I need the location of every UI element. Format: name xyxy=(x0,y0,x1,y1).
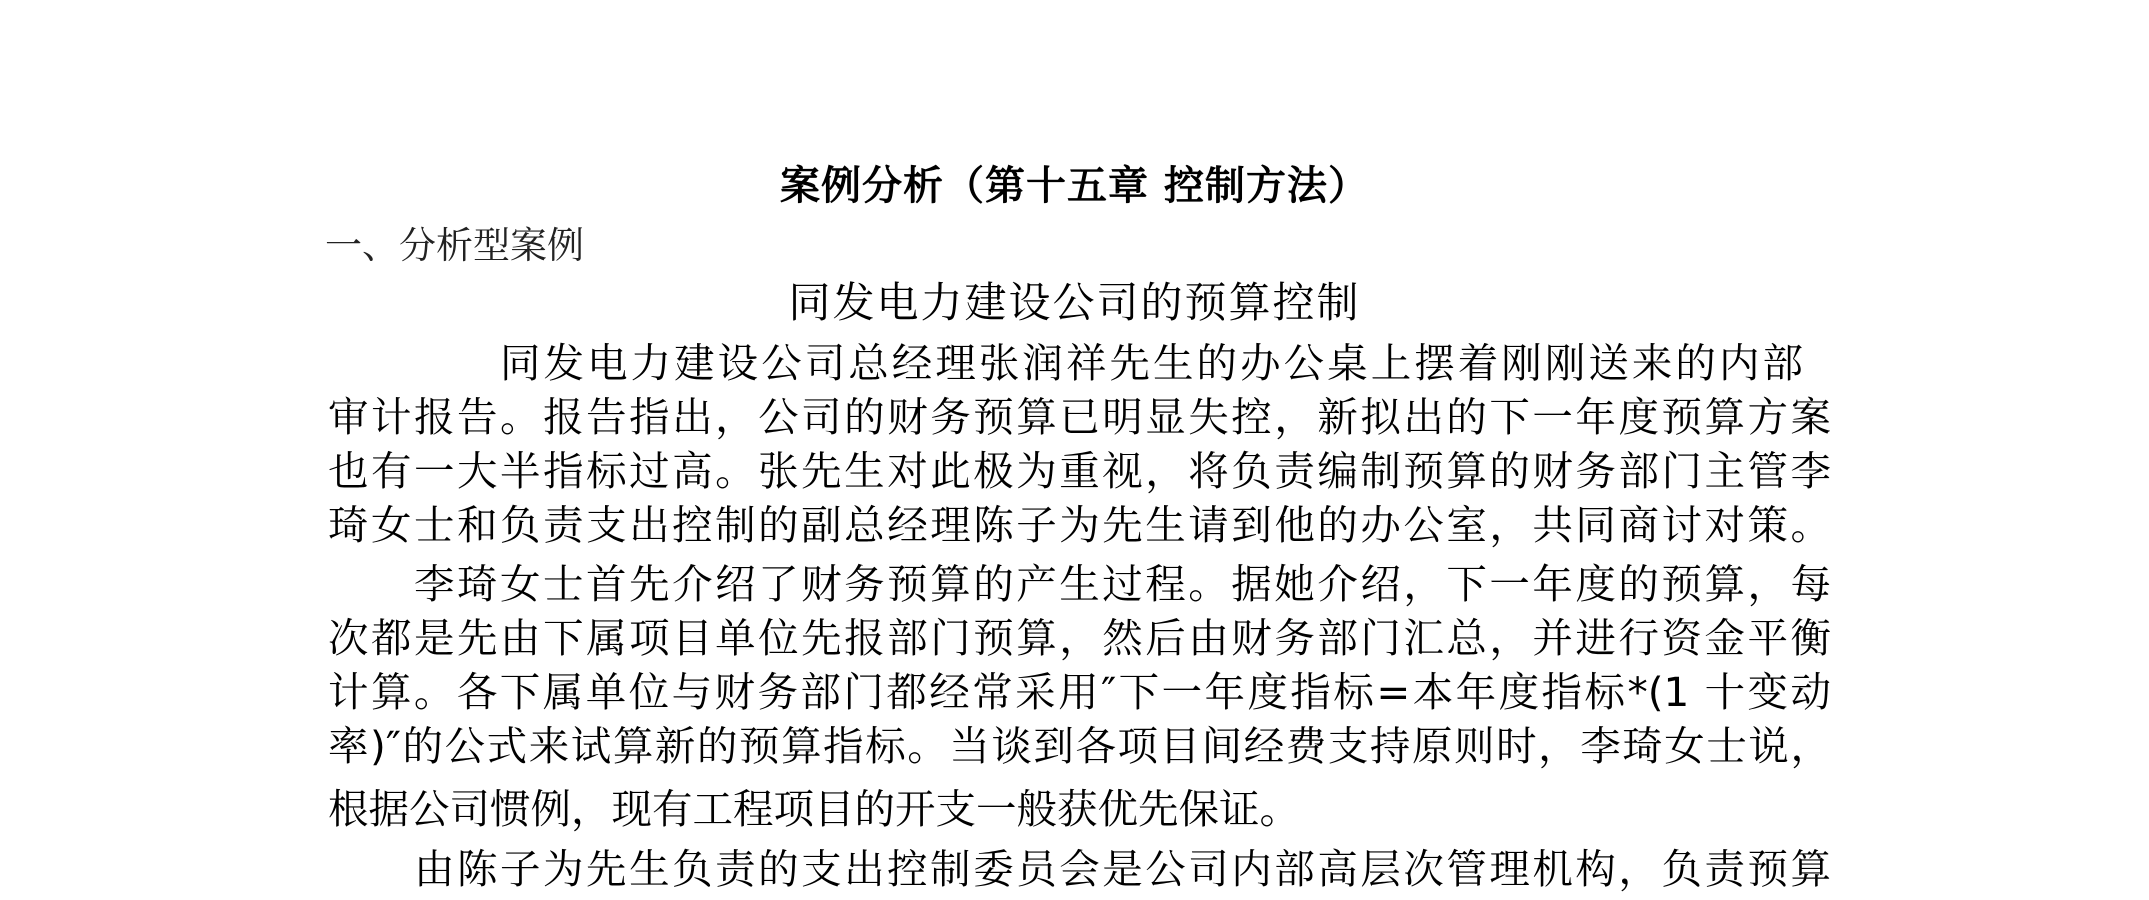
paragraph-line: 次都是先由下属项目单位先报部门预算，然后由财务部门汇总，并进行资金平衡 xyxy=(328,614,1831,662)
paragraph-line: 李琦女士首先介绍了财务预算的产生过程。据她介绍，下一年度的预算，每 xyxy=(414,560,1831,608)
document-title: 案例分析（第十五章 控制方法） xyxy=(780,162,1369,209)
paragraph-line: 审计报告。报告指出，公司的财务预算已明显失控，新拟出的下一年度预算方案 xyxy=(328,393,1831,441)
paragraph-line: 琦女士和负责支出控制的副总经理陈子为先生请到他的办公室，共同商讨对策。 xyxy=(328,501,1831,549)
case-title: 同发电力建设公司的预算控制 xyxy=(788,278,1361,327)
paragraph-line: 根据公司惯例，现有工程项目的开支一般获优先保证。 xyxy=(328,785,1300,833)
section-heading: 一、分析型案例 xyxy=(325,224,584,267)
paragraph-line: 计算。各下属单位与财务部门都经常采用″下一年度指标=本年度指标*(1 十变动 xyxy=(328,668,1831,716)
paragraph-line: 同发电力建设公司总经理张润祥先生的办公桌上摆着刚刚送来的内部 xyxy=(500,339,1803,387)
paragraph-line: 由陈子为先生负责的支出控制委员会是公司内部高层次管理机构，负责预算 xyxy=(414,845,1831,893)
paragraph-line: 也有一大半指标过高。张先生对此极为重视，将负责编制预算的财务部门主管李 xyxy=(328,447,1831,495)
paragraph-line: 率)″的公式来试算新的预算指标。当谈到各项目间经费支持原则时，李琦女士说， xyxy=(328,722,1831,770)
